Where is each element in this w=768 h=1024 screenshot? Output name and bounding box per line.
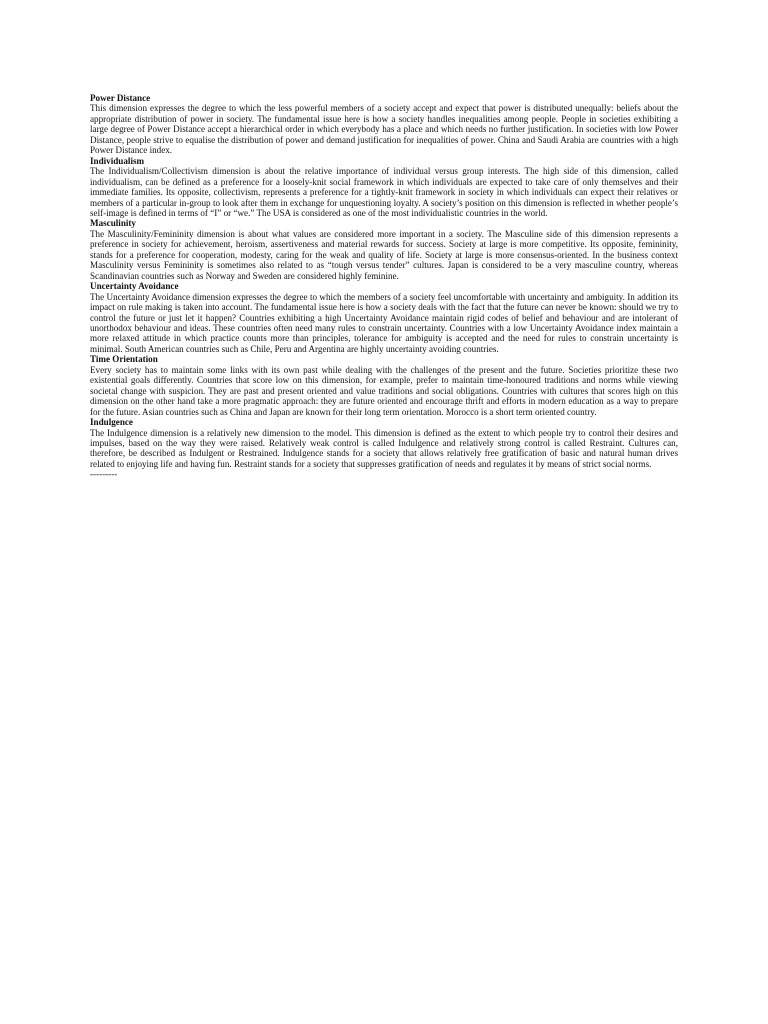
section-body: The Indulgence dimension is a relatively new dimension to the model. This dimension is defined as the extent to which people try to control their desires and impulses, based on the way they were raised. Relatively weak control is called Indulgence and relatively strong control is called Restraint. Cultures can, therefore, be described as Indulgent or Restrained. Indulgence stands for a society that allows relatively free gratification of basic and natural human drives related to enjoying life and having fun. Restraint stands for a society that suppresses gratification of needs and regulates it by means of strict social norms. <box>90 427 678 469</box>
section-heading: Time Orientation <box>90 354 158 365</box>
section-indulgence <box>90 417 678 469</box>
document-page <box>90 93 678 480</box>
section-body: The Masculinity/Femininity dimension is about what values are considered more important in a society. The Masculine side of this dimension represents a preference in society for achievement, heroism, assertiveness and material rewards for success. Society at large is more competitive. Its opposite, femininity, stands for a preference for cooperation, modesty, caring for the weak and quality of life. Society at large is more consensus-oriented. In the business context Masculinity versus Femininity is sometimes also related to as “tough versus tender” cultures. Japan is considered to be a very masculine country, whereas Scandinavian countries such as Norway and Sweden are considered highly feminine. <box>90 228 678 281</box>
section-heading: Power Distance <box>90 93 151 103</box>
section-individualism <box>90 156 678 219</box>
section-uncertainty-avoidance <box>90 281 678 354</box>
section-body: The Uncertainty Avoidance dimension expresses the degree to which the members of a society feel uncomfortable with uncertainty and ambiguity. In addition its impact on rule making is taken into account. The fundamental issue here is how a society deals with the fact that the future can never be known: should we try to control the future or just let it happen? Countries exhibiting a high Uncertainty Avoidance maintain rigid codes of belief and behaviour and are intolerant of unorthodox behaviour and ideas. These countries often need many rules to constrain uncertainty. Countries with a low Uncertainty Avoidance index maintain a more relaxed attitude in which practice counts more than principles, tolerance for ambiguity is accepted and the need for rules to constrain uncertainty is minimal. South American countries such as Chile, Peru and Argentina are highly uncertainty avoiding countries. <box>90 291 678 354</box>
end-marker: --------- <box>90 469 118 480</box>
section-heading: Individualism <box>90 155 145 166</box>
section-heading: Uncertainty Avoidance <box>90 281 179 292</box>
section-heading: Indulgence <box>90 417 133 428</box>
section-body: Every society has to maintain some links with its own past while dealing with the challenges of the present and the future. Societies prioritize these two existential goals differently. Countries that score low on this dimension, for example, prefer to maintain time-honoured traditions and norms while viewing societal change with suspicion. They are past and present oriented and value traditions and social obligations. Countries with cultures that scores high on this dimension on the other hand take a more pragmatic approach: they are future oriented and encourage thrift and efforts in modern education as a way to prepare for the future. Asian countries such as China and Japan are known for their long term orientation. Morocco is a short term oriented country. <box>90 364 678 417</box>
section-heading: Masculinity <box>90 218 136 229</box>
section-time-orientation <box>90 354 678 417</box>
section-power-distance <box>90 93 678 156</box>
section-body: The Individualism/Collectivism dimension is about the relative importance of individual versus group interests. The high side of this dimension, called individualism, can be defined as a preference for a loosely-knit social framework in which individuals are expected to take care of only themselves and their immediate families. Its opposite, collectivism, represents a preference for a tightly-knit framework in society in which individuals can expect their relatives or members of a particular in-group to look after them in exchange for unquestioning loyalty. A society’s position on this dimension is reflected in whether people’s self-image is defined in terms of “I” or “we.” The USA is considered as one of the most individualistic countries in the world. <box>90 166 678 218</box>
section-masculinity <box>90 218 678 281</box>
section-body: This dimension expresses the degree to which the less powerful members of a society accept and expect that power is distributed unequally: beliefs about the appropriate distribution of power in society. The fundamental issue here is how a society handles inequalities among people. People in societies exhibiting a large degree of Power Distance accept a hierarchical order in which everybody has a place and which needs no further justification. In societies with low Power Distance, people strive to equalise the distribution of power and demand justification for inequalities of power. China and Saudi Arabia are countries with a high Power Distance index. <box>90 103 678 156</box>
